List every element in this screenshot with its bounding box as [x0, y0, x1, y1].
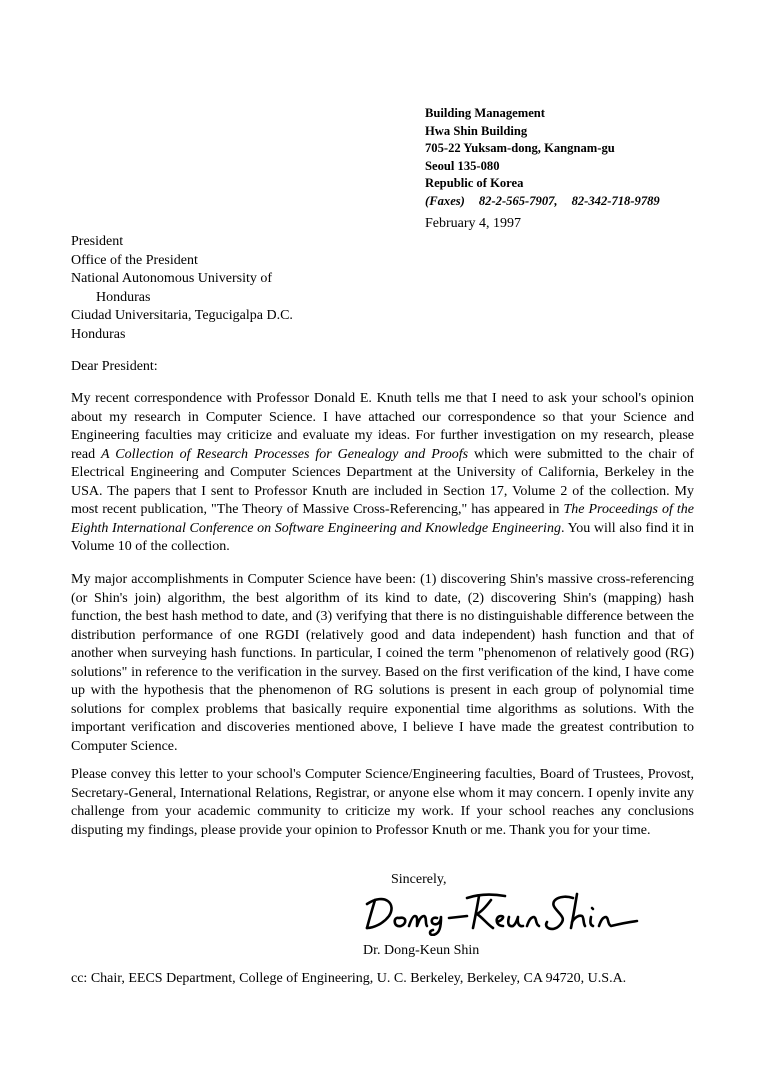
recipient-line: Office of the President	[71, 252, 198, 268]
signer-name: Dr. Dong-Keun Shin	[363, 943, 480, 958]
sender-fax-line	[425, 193, 660, 211]
letter-date: February 4, 1997	[425, 216, 522, 231]
sender-line: Building Management	[425, 106, 546, 120]
fax-number-2: 82-342-718-9789	[571, 193, 660, 208]
paragraph-1	[71, 390, 694, 557]
sender-address-block	[425, 105, 660, 211]
recipient-address-block	[71, 233, 293, 344]
recipient-line: Honduras	[71, 326, 126, 342]
recipient-line: Ciudad Universitaria, Tegucigalpa D.C.	[71, 308, 293, 323]
publication-title-proceedings: The Proceedings of the Eighth International Conference on Software Engineering and Knowledge Engineering	[71, 502, 695, 536]
salutation: Dear President:	[71, 359, 158, 374]
sender-line: 705-22 Yuksam-dong, Kangnam-gu	[425, 141, 615, 156]
paragraph-1-text-c: . You will also find it in Volume 10 of the collection.	[71, 520, 694, 554]
sender-line: Seoul 135-080	[425, 158, 500, 173]
cc-line: cc: Chair, EECS Department, College of Engineering, U. C. Berkeley, Berkeley, CA 94720, U.S.A.	[71, 971, 627, 986]
paragraph-1-text-b: which were submitted to the chair of Electrical Engineering and Computer Sciences Department at the University of California, Berkeley in the USA. The papers that I sent to Professor Knuth are included in Section 17, Volume 2 of the collection. My most recent publication, "The Theory of Massive Cross-Referencing," has appeared in	[71, 446, 694, 517]
recipient-line: National Autonomous University of	[71, 271, 273, 286]
closing: Sincerely,	[391, 872, 447, 887]
paragraph-1-text-a: My recent correspondence with Professor Donald E. Knuth tells me that I need to ask your school's opinion about my research in Computer Science. I have attached our correspondence so that your Science and Engineering faculties may criticize and evaluate my ideas. For further investigation on my research, please read	[71, 391, 694, 462]
recipient-line: President	[71, 234, 124, 249]
publication-title-collection: A Collection of Research Processes for Genealogy and Proofs	[101, 446, 469, 462]
fax-number-1: 82-2-565-7907,	[478, 193, 558, 208]
sender-line: Hwa Shin Building	[425, 123, 528, 138]
sender-line: Republic of Korea	[425, 176, 524, 191]
fax-label: (Faxes)	[425, 193, 465, 208]
handwritten-signature	[363, 886, 643, 936]
paragraph-2: My major accomplishments in Computer Science have been: (1) discovering Shin's massive cross-referencing (or Shin's join) algorithm, the best algorithm of its kind to date, (2) discovering Shin's (mapping) hash function, the best hash method to date, and (3) verifying that there is no distinguishable difference between the distribution performance of one RGDI (relatively good and data independent) hash function and that of another when surveying hash functions. In particular, I coined the term "phenomenon of relatively good (RG) solutions" in reference to the verification in the survey. Based on the first verification of the kind, I have come up with the hypothesis that the phenomenon of RG solutions is present in each group of polynomial time solutions for complex problems that basically require exponential time algorithms as solutions. With the important verification and discoveries mentioned above, I believe I have made the greatest contribution to Computer Science.	[71, 572, 694, 754]
recipient-line: Honduras	[96, 289, 151, 305]
paragraph-3: Please convey this letter to your school's Computer Science/Engineering faculties, Board of Trustees, Provost, Secretary-General, International Relations, Registrar, or anyone else whom it may concern. I openly invite any challenge from your academic community to criticize my work. If your school reaches any conclusions disputing my findings, please provide your opinion to Professor Knuth or me. Thank you for your time.	[71, 767, 694, 838]
